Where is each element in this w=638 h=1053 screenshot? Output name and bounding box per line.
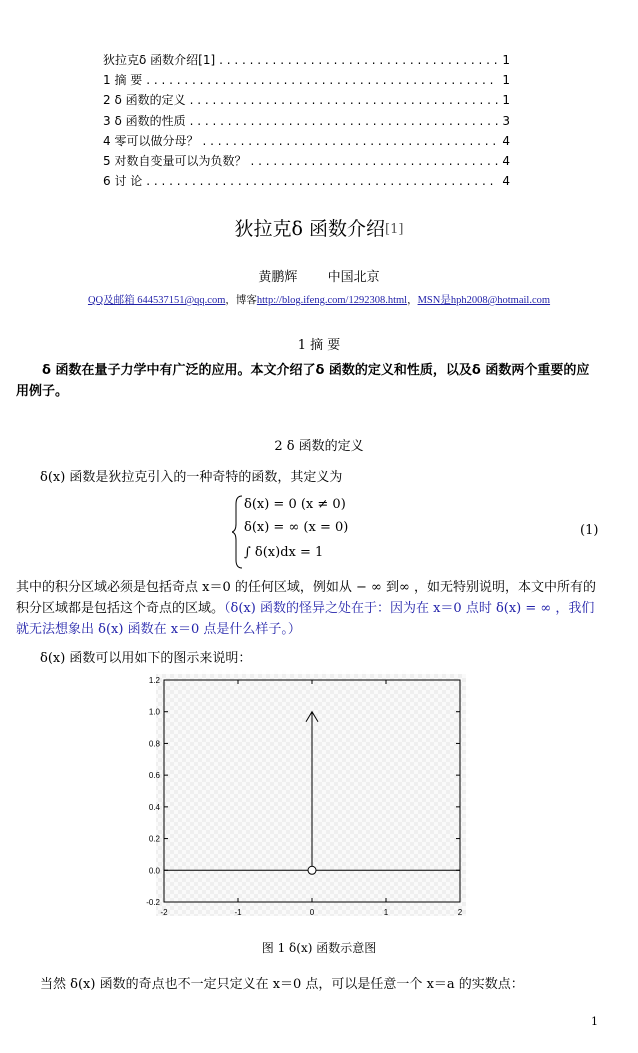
author-name: 黄鹏辉 xyxy=(258,270,298,285)
toc-item[interactable] xyxy=(103,132,510,150)
y-tick-label: 0.0 xyxy=(148,866,160,876)
toc-leader xyxy=(250,154,498,168)
equation-number: (1) xyxy=(580,523,599,538)
definition-equation xyxy=(232,494,412,574)
contact-separator: ，博客 xyxy=(225,295,257,306)
y-tick-label: 0.4 xyxy=(148,802,160,812)
x-tick-label: 0 xyxy=(309,908,315,917)
equation-line: δ(x) = 0 (x ≠ 0) xyxy=(244,497,346,512)
toc-item[interactable] xyxy=(103,152,510,170)
toc-page: 1 xyxy=(502,53,510,67)
blog-link[interactable]: http://blog.ifeng.com/1292308.html xyxy=(256,295,408,306)
x-tick-label: 1 xyxy=(383,908,389,917)
toc-leader xyxy=(202,134,498,148)
x-tick-label: -2 xyxy=(160,908,168,917)
toc-page: 3 xyxy=(502,114,510,128)
figure-intro: δ(x) 函数可以用如下的图示来说明： xyxy=(40,651,252,666)
equation-line: δ(x) = ∞ (x = 0) xyxy=(244,520,349,535)
singularity-marker xyxy=(308,866,316,874)
page-number: 1 xyxy=(591,1015,598,1028)
figure-caption: 图 1 δ(x) 函数示意图 xyxy=(261,941,377,955)
toc-label: 1 摘 要 xyxy=(103,73,143,87)
title-reference[interactable]: [1] xyxy=(385,222,404,237)
y-tick-label: 1.2 xyxy=(148,676,160,685)
toc-page: 1 xyxy=(502,93,510,107)
delta-function-chart xyxy=(138,674,470,926)
msn-link[interactable]: MSN是hph2008@hotmail.com xyxy=(417,295,551,306)
y-tick-label: 1.0 xyxy=(148,707,160,717)
toc-label: 6 讨 论 xyxy=(103,174,143,188)
contact-line xyxy=(0,292,638,307)
abstract-heading: 1 摘 要 xyxy=(297,338,341,353)
toc-label: 5 对数自变量可以为负数？ xyxy=(103,154,247,168)
document-title xyxy=(0,214,638,241)
left-brace xyxy=(232,494,244,570)
definition-intro: δ(x) 函数是狄拉克引入的一种奇特的函数，其定义为 xyxy=(40,470,343,485)
toc-label: 3 δ 函数的性质 xyxy=(103,114,186,128)
author-location: 中国北京 xyxy=(327,270,380,285)
toc-leader xyxy=(190,114,499,128)
toc-item[interactable] xyxy=(103,51,510,69)
toc-leader xyxy=(190,93,499,107)
chart-background xyxy=(156,674,466,916)
toc-label: 狄拉克δ 函数介绍[1] xyxy=(103,53,216,67)
toc-leader xyxy=(219,53,498,67)
toc-leader xyxy=(146,73,498,87)
toc-label: 2 δ 函数的定义 xyxy=(103,93,186,107)
y-tick-label: 0.2 xyxy=(148,834,160,844)
title-text: 狄拉克δ 函数介绍 xyxy=(234,218,386,240)
explanation-note: （δ(x) 函数的怪异之处在于：因为在 x＝0 点时 δ(x) = ∞ ，我们就无法想象出 δ(x) 函数在 x＝0 点是什么样子。） xyxy=(16,601,595,637)
toc-label: 4 零可以做分母？ xyxy=(103,134,199,148)
y-tick-label: 0.8 xyxy=(148,739,160,749)
equation-line: ∫ δ(x)dx = 1 xyxy=(244,545,324,560)
toc-page: 4 xyxy=(502,154,510,168)
y-tick-label: -0.2 xyxy=(146,898,160,907)
explanation-text: 其中的积分区域必须是包括奇点 x＝0 的任何区域，例如从 − ∞ 到∞ ，如无特别说明，本文中所有的积分区域都是包括这个奇点的区域。 xyxy=(16,580,596,616)
toc-leader xyxy=(146,174,498,188)
toc-item[interactable] xyxy=(103,71,510,89)
toc-page: 4 xyxy=(502,134,510,148)
toc-item[interactable] xyxy=(103,91,510,109)
email-link[interactable]: QQ及邮箱 644537151@qq.com xyxy=(87,295,226,306)
author-line xyxy=(0,266,638,285)
x-tick-label: -1 xyxy=(234,908,242,917)
toc-item[interactable] xyxy=(103,112,510,130)
abstract-text: δ 函数在量子力学中有广泛的应用。本文介绍了δ 函数的定义和性质，以及δ 函数两个重要的应用例子。 xyxy=(16,363,590,399)
closing-line: 当然 δ(x) 函数的奇点也不一定只定义在 x＝0 点，可以是任意一个 x＝a 的实数点： xyxy=(40,977,524,992)
definition-heading: 2 δ 函数的定义 xyxy=(274,439,364,454)
toc-page: 4 xyxy=(502,174,510,188)
y-tick-label: 0.6 xyxy=(148,771,160,781)
definition-explanation xyxy=(16,577,598,640)
toc-item[interactable] xyxy=(103,172,510,190)
contact-separator: ， xyxy=(407,295,418,306)
x-tick-label: 2 xyxy=(457,908,463,917)
toc-page: 1 xyxy=(502,73,510,87)
